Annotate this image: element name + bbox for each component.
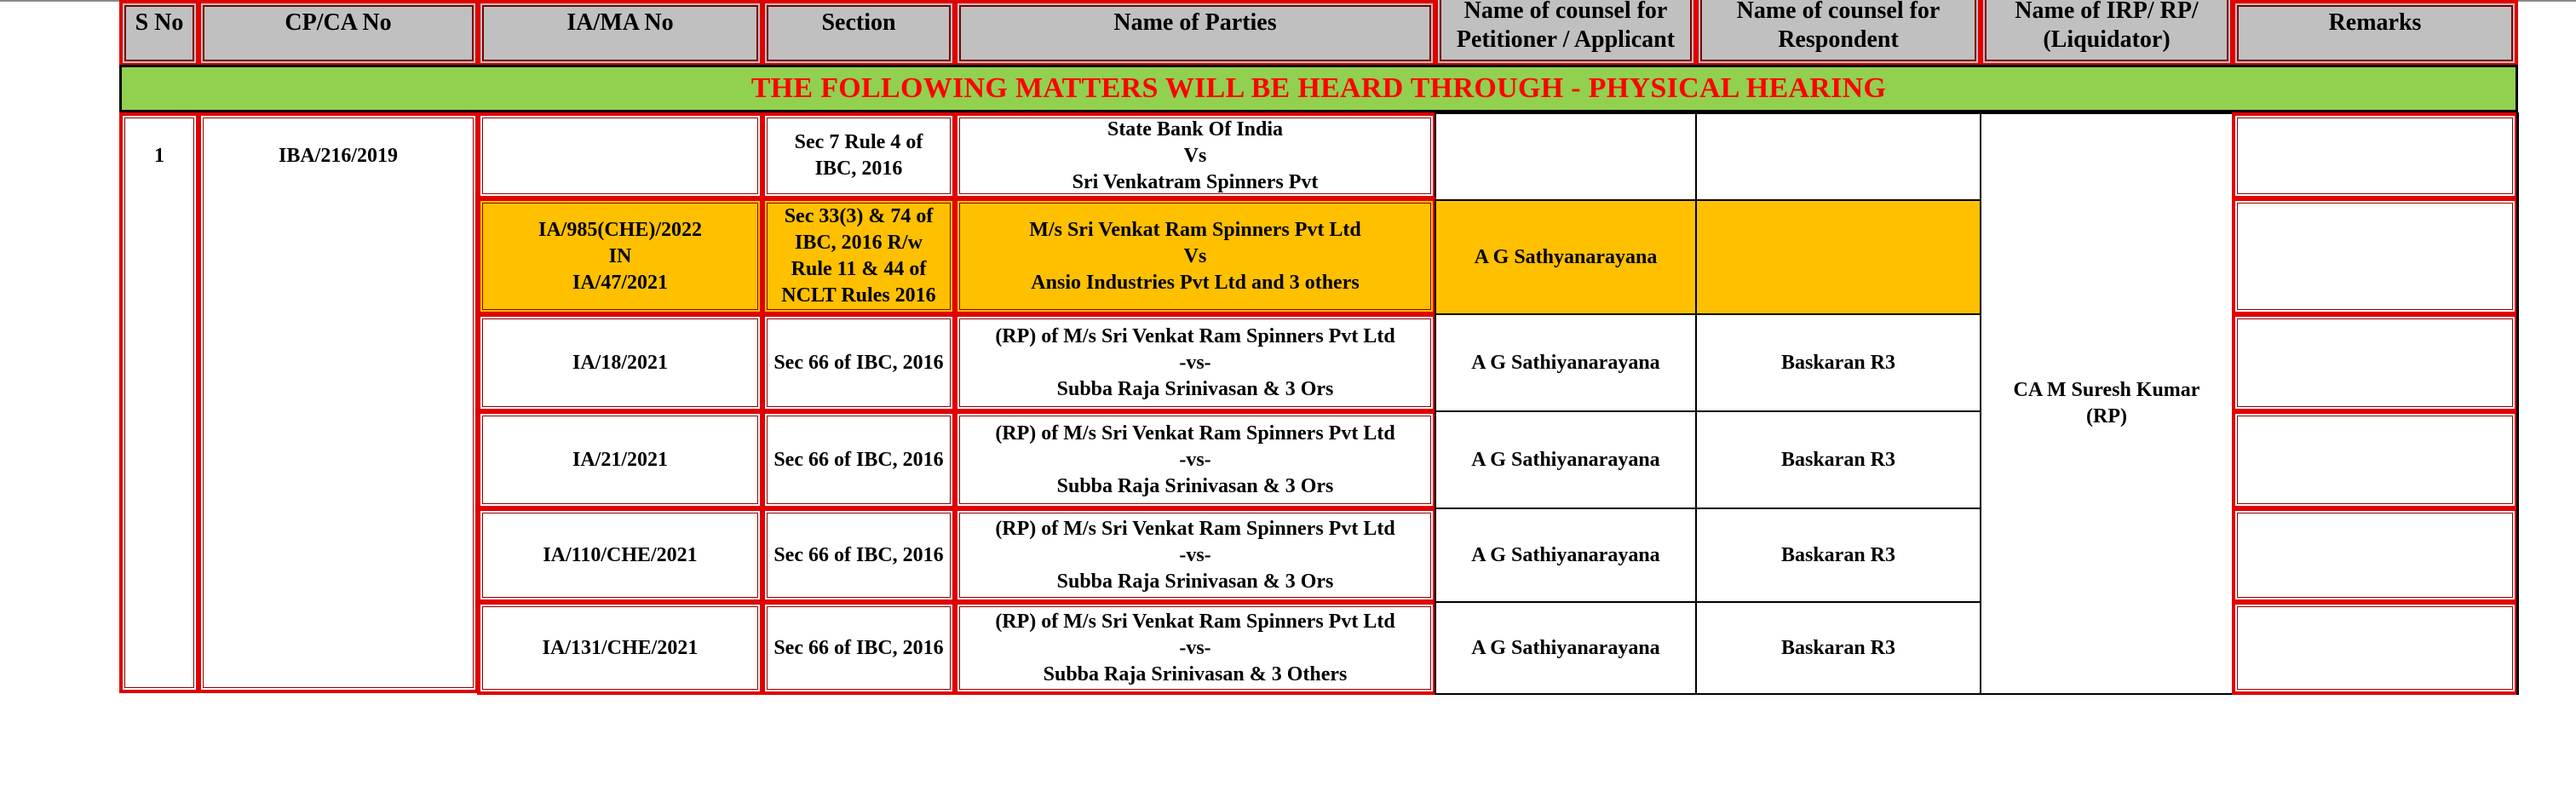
row5-section: Sec 66 of IBC, 2016 xyxy=(773,543,944,566)
row1-parties-line3: Sri Venkatram Spinners Pvt xyxy=(1072,170,1319,193)
row3-iama: IA/18/2021 xyxy=(572,351,668,374)
row1-remarks-cell xyxy=(2232,112,2518,199)
header-counsel-respondent-line1: Name of counsel for xyxy=(1736,0,1941,24)
row6-counsel-resp-cell xyxy=(1695,601,1981,695)
row6-iama: IA/131/CHE/2021 xyxy=(542,636,699,659)
case-irp-cell xyxy=(1980,112,2234,695)
row4-parties-line2: -vs- xyxy=(1179,448,1211,471)
row2-counsel-resp-cell xyxy=(1695,199,1981,315)
row6-section-cell xyxy=(762,601,956,695)
row4-section-cell xyxy=(762,410,956,509)
row3-parties-cell xyxy=(954,313,1436,412)
header-counsel-petitioner-line1: Name of counsel for xyxy=(1463,0,1668,24)
case-irp-line1: CA M Suresh Kumar xyxy=(2013,379,2200,401)
row6-parties-cell xyxy=(954,601,1436,695)
header-irp-line1: Name of IRP/ RP/ xyxy=(2015,0,2199,24)
row4-parties-cell xyxy=(954,410,1436,509)
hearing-mode-banner: THE FOLLOWING MATTERS WILL BE HEARD THROUGH - PHYSICAL HEARING xyxy=(119,65,2518,112)
row6-parties-line1: (RP) of M/s Sri Venkat Ram Spinners Pvt Ltd xyxy=(995,610,1395,633)
row2-counsel-pet: A G Sathyanarayana xyxy=(1474,245,1658,268)
case-cpca-cell xyxy=(198,112,479,693)
row3-parties-line2: -vs- xyxy=(1179,351,1211,374)
row2-parties-line1: M/s Sri Venkat Ram Spinners Pvt Ltd xyxy=(1029,218,1361,241)
row2-iama-line3: IA/47/2021 xyxy=(572,271,668,294)
row4-parties-line1: (RP) of M/s Sri Venkat Ram Spinners Pvt Ltd xyxy=(995,422,1395,445)
header-counsel-petitioner-line2: Petitioner / Applicant xyxy=(1456,26,1676,53)
row1-parties-line1: State Bank Of India xyxy=(1107,118,1284,141)
row1-section-cell xyxy=(762,112,956,199)
row3-section-cell xyxy=(762,313,956,412)
row4-section: Sec 66 of IBC, 2016 xyxy=(773,448,944,471)
row5-parties-line2: -vs- xyxy=(1179,543,1211,566)
row4-remarks-cell xyxy=(2232,410,2518,509)
row5-iama: IA/110/CHE/2021 xyxy=(543,543,698,566)
row3-counsel-pet: A G Sathiyanarayana xyxy=(1471,351,1660,374)
row6-counsel-resp: Baskaran R3 xyxy=(1780,636,1896,659)
case-sno: 1 xyxy=(154,145,164,167)
row4-counsel-pet-cell xyxy=(1435,410,1697,509)
row2-counsel-pet-cell xyxy=(1435,199,1697,315)
row2-iama-line1: IA/985(CHE)/2022 xyxy=(538,218,702,241)
header-name-of-parties: Name of Parties xyxy=(954,0,1436,66)
row5-counsel-resp: Baskaran R3 xyxy=(1780,543,1896,566)
header-counsel-petitioner xyxy=(1435,0,1697,66)
row3-iama-cell xyxy=(477,313,763,412)
row5-counsel-pet-cell xyxy=(1435,508,1697,603)
table-right-edge xyxy=(2516,112,2519,695)
row1-iama-cell xyxy=(477,112,763,199)
row3-section: Sec 66 of IBC, 2016 xyxy=(773,351,944,374)
row5-section-cell xyxy=(762,508,956,603)
row6-parties-line2: -vs- xyxy=(1179,636,1211,659)
header-remarks: Remarks xyxy=(2232,0,2518,66)
row1-counsel-resp-cell xyxy=(1695,112,1981,201)
row5-counsel-pet: A G Sathiyanarayana xyxy=(1471,543,1660,566)
row1-counsel-pet-cell xyxy=(1435,112,1697,201)
row5-parties-cell xyxy=(954,508,1436,603)
row6-counsel-pet-cell xyxy=(1435,601,1697,695)
row2-remarks-cell xyxy=(2232,198,2518,315)
header-section: Section xyxy=(762,0,956,66)
row6-section: Sec 66 of IBC, 2016 xyxy=(773,636,944,659)
row5-parties-line3: Subba Raja Srinivasan & 3 Ors xyxy=(1056,570,1334,593)
case-cpca-no: IBA/216/2019 xyxy=(278,145,398,167)
row3-counsel-pet-cell xyxy=(1435,313,1697,412)
row3-parties-line3: Subba Raja Srinivasan & 3 Ors xyxy=(1056,377,1334,400)
row4-iama-cell xyxy=(477,410,763,509)
header-counsel-respondent-line2: Respondent xyxy=(1778,26,1899,53)
row2-parties-line2: Vs xyxy=(1183,244,1207,267)
row2-iama-cell xyxy=(477,198,763,315)
row6-remarks-cell xyxy=(2232,601,2518,695)
row3-counsel-resp: Baskaran R3 xyxy=(1780,351,1896,374)
header-irp-line2: (Liquidator) xyxy=(2043,26,2171,53)
row1-section-line1: Sec 7 Rule 4 of xyxy=(794,131,923,153)
row4-parties-line3: Subba Raja Srinivasan & 3 Ors xyxy=(1056,474,1334,497)
row2-iama-line2: IN xyxy=(608,244,632,267)
row2-parties-cell xyxy=(954,198,1436,315)
header-cpca-no: CP/CA No xyxy=(198,0,479,66)
row1-parties-cell xyxy=(954,112,1436,199)
row5-iama-cell xyxy=(477,508,763,603)
case-sno-cell xyxy=(119,112,199,693)
row5-remarks-cell xyxy=(2232,508,2518,603)
row2-section-cell xyxy=(762,198,956,315)
row1-parties-line2: Vs xyxy=(1183,144,1207,167)
row6-counsel-pet: A G Sathiyanarayana xyxy=(1471,636,1660,659)
header-sno: S No xyxy=(119,0,199,66)
row5-counsel-resp-cell xyxy=(1695,508,1981,603)
case-irp-line2: (RP) xyxy=(2086,405,2127,427)
row3-counsel-resp-cell xyxy=(1695,313,1981,412)
row3-remarks-cell xyxy=(2232,313,2518,412)
header-counsel-respondent xyxy=(1695,0,1981,66)
row4-iama: IA/21/2021 xyxy=(572,448,668,471)
row2-section-line1: Sec 33(3) & 74 of xyxy=(784,205,934,227)
row1-section-line2: IBC, 2016 xyxy=(814,158,903,180)
row2-parties-line3: Ansio Industries Pvt Ltd and 3 others xyxy=(1031,271,1360,294)
row4-counsel-pet: A G Sathiyanarayana xyxy=(1471,448,1660,471)
header-irp-name xyxy=(1980,0,2234,66)
header-iama-no: IA/MA No xyxy=(477,0,763,66)
row5-parties-line1: (RP) of M/s Sri Venkat Ram Spinners Pvt Ltd xyxy=(995,517,1395,540)
row2-section-line2: IBC, 2016 R/w xyxy=(794,232,923,254)
row2-section-line4: NCLT Rules 2016 xyxy=(781,284,936,307)
row6-parties-line3: Subba Raja Srinivasan & 3 Others xyxy=(1043,662,1348,685)
row4-counsel-resp-cell xyxy=(1695,410,1981,509)
row4-counsel-resp: Baskaran R3 xyxy=(1780,448,1896,471)
row6-iama-cell xyxy=(477,601,763,695)
row2-section-line3: Rule 11 & 44 of xyxy=(791,258,927,280)
row3-parties-line1: (RP) of M/s Sri Venkat Ram Spinners Pvt Ltd xyxy=(995,324,1395,347)
